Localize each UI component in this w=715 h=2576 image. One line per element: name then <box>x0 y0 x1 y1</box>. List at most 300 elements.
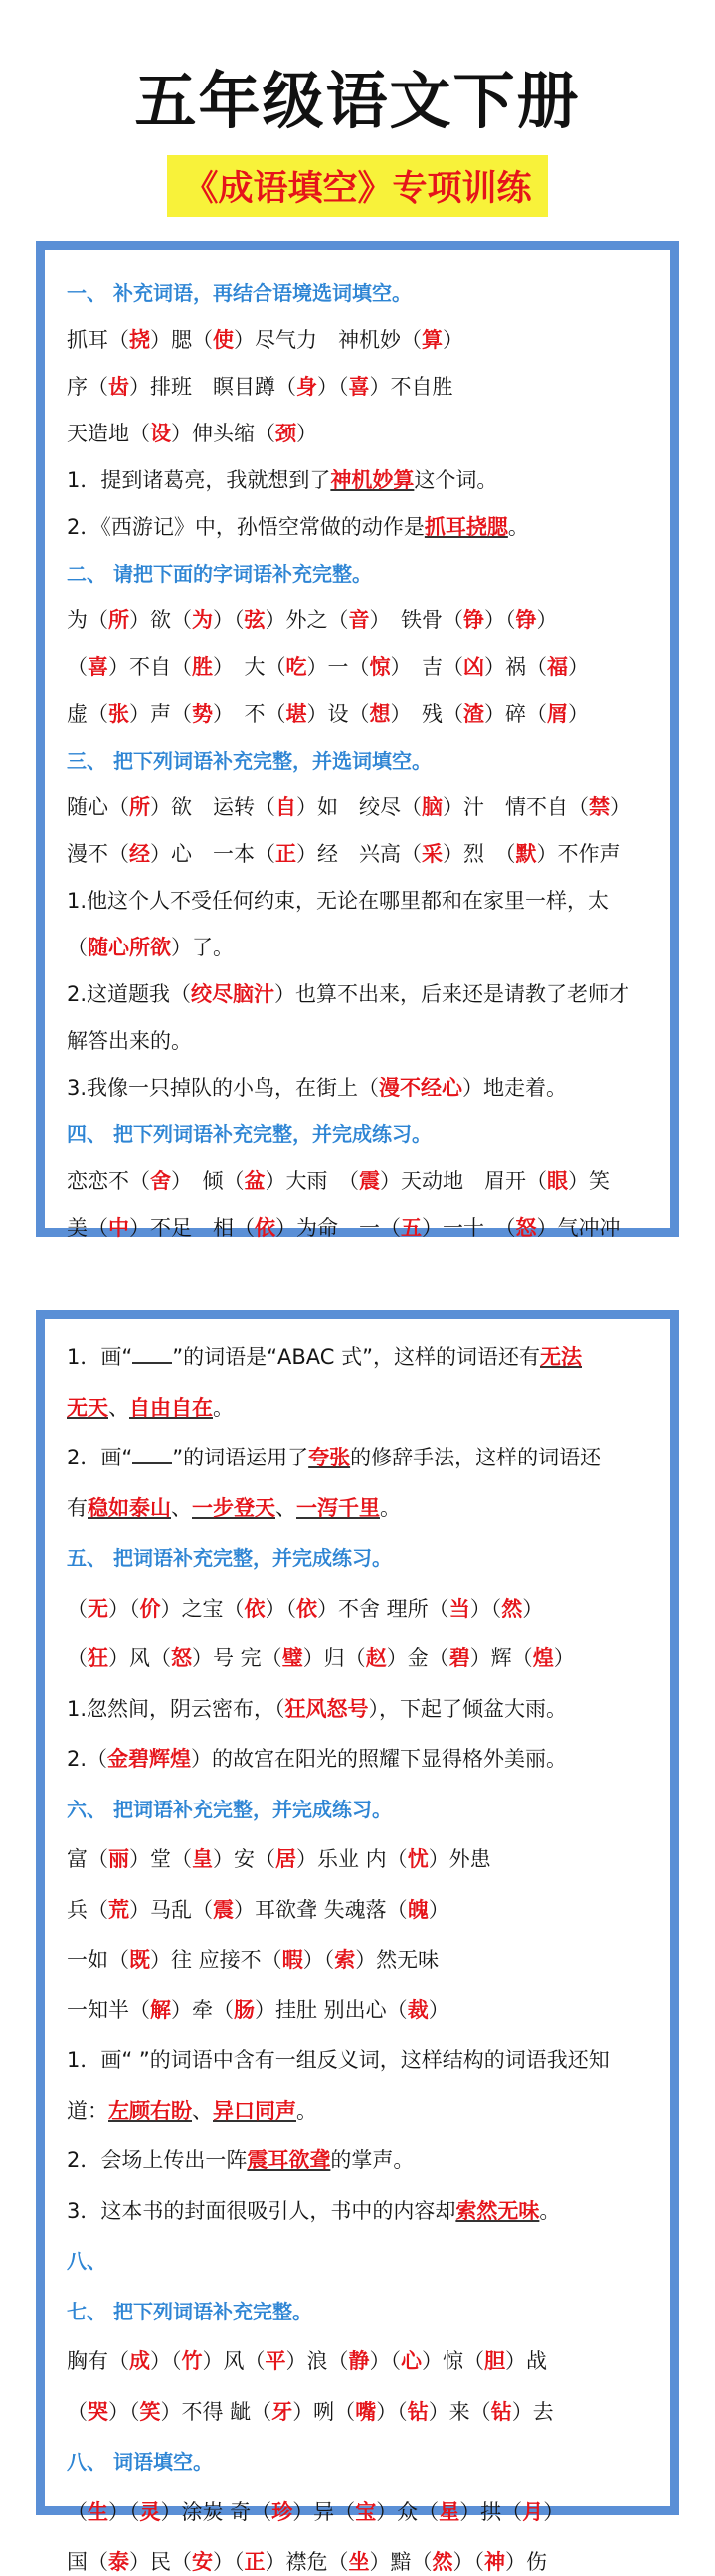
line-text: 1．画“ ”的词语中含有一组反义词，这样结构的词语我还知 <box>67 2048 610 2072</box>
line-text: ）安（ <box>213 1847 275 1871</box>
answer-text: 狂风怒号 <box>284 1696 369 1721</box>
answer-text: 宝 <box>355 2499 377 2524</box>
line-text: ）声（ <box>129 702 192 726</box>
answer-text: 中 <box>108 1216 129 1240</box>
line-text: ） <box>610 795 630 819</box>
line-text: 随心（ <box>67 795 129 819</box>
answer-text: 依 <box>255 1216 275 1240</box>
line-text: ）外患 <box>428 1847 491 1871</box>
exercise-line <box>67 2498 656 2526</box>
line-text: 3.我像一只掉队的小鸟，在街上（ <box>67 1076 380 1100</box>
line-text: 天造地（ <box>67 422 150 445</box>
exercise-line <box>67 2197 656 2225</box>
answer-text: 安 <box>192 2550 213 2574</box>
line-text: ）众（ <box>376 2499 440 2524</box>
exercise-line <box>67 2147 656 2174</box>
answer-text: 皇 <box>192 1847 213 1871</box>
line-text: ） 残（ <box>390 702 463 726</box>
line-text: ）一十 （ <box>422 1216 516 1240</box>
line-text: ）然无味 <box>355 1948 440 1972</box>
answer-text: 想 <box>369 702 391 726</box>
line-text: ）气冲冲 <box>536 1216 621 1240</box>
line-text: 。 <box>507 515 529 539</box>
line-text: 六、 把词语补充完整，并完成练习。 <box>67 1797 392 1821</box>
answer-text: 舍 <box>150 1169 171 1193</box>
line-text: 。 <box>213 1395 234 1420</box>
line-text: ）（ <box>265 1596 296 1621</box>
line-text: 八、 词语填空。 <box>67 2450 213 2474</box>
line-text: ）黯（ <box>369 2550 433 2574</box>
line-text: ） <box>428 1997 449 2022</box>
exercise-line <box>67 2097 656 2125</box>
answer-text: 笑 <box>139 2399 161 2424</box>
answer-text: 暇 <box>281 1948 303 1972</box>
exercise-line <box>67 1946 656 1974</box>
line-text: ）归（ <box>302 1646 366 1670</box>
exercise-line <box>67 2347 656 2375</box>
answer-text: 为 <box>192 608 213 632</box>
answer-text: 默 <box>515 842 537 866</box>
line-text: ）去 <box>511 2399 554 2424</box>
answer-text: 然 <box>501 1596 523 1621</box>
answer-text: 平 <box>265 2349 286 2373</box>
line-text: 2．会场上传出一阵 <box>67 2148 248 2172</box>
answer-text: 音 <box>348 608 370 632</box>
answer-underlined: 无天 <box>67 1395 108 1420</box>
line-text: ） <box>296 422 317 445</box>
line-text: ）为命 一（ <box>275 1216 401 1240</box>
page-subtitle: 《成语填空》专项训练 <box>167 155 547 217</box>
section-heading <box>67 1796 656 1823</box>
line-text: ）（ <box>376 2399 408 2424</box>
exercise-line <box>67 1167 656 1195</box>
line-text: ）（ <box>452 2550 484 2574</box>
line-text: ）风（ <box>202 2349 266 2373</box>
answer-text: 荒 <box>108 1897 129 1922</box>
answer-text: 依 <box>244 1596 266 1621</box>
line-text: ）尽气力 神机妙（ <box>234 328 422 352</box>
answer-text: 依 <box>296 1596 317 1621</box>
line-text: ）（ <box>369 2349 401 2373</box>
line-text: ）不自胜 <box>369 375 453 399</box>
line-text: ）（ <box>108 2499 140 2524</box>
exercise-line <box>67 1845 656 1873</box>
exercise-line <box>67 793 656 821</box>
line-text: ”的词语是“ABAC 式”，这样的词语还有 <box>172 1345 540 1369</box>
line-text: ）设（ <box>306 702 370 726</box>
answer-text: 赵 <box>365 1646 387 1670</box>
line-text: ）汁 情不自（ <box>443 795 589 819</box>
line-text: ） <box>553 1646 575 1670</box>
exercise-line <box>67 840 656 868</box>
line-text: 抓耳（ <box>67 328 129 352</box>
line-text: ）金（ <box>386 1646 449 1670</box>
exercise-line <box>67 420 656 447</box>
answer-text: 所 <box>129 795 150 819</box>
line-text: ）（ <box>108 2399 140 2424</box>
line-text: ）伸头缩（ <box>171 422 275 445</box>
section-heading <box>67 560 656 588</box>
answer-text: 魄 <box>407 1897 429 1922</box>
line-text: ）欲 运转（ <box>150 795 275 819</box>
answer-text: 张 <box>108 702 129 726</box>
answer-text: 脑 <box>422 795 443 819</box>
line-text: ）也算不出来，后来还是请教了老师才 <box>274 982 630 1006</box>
line-text: 三、 把下列词语补充完整，并选词填空。 <box>67 749 432 773</box>
answer-text: 裁 <box>407 1997 429 2022</box>
line-text: ） <box>568 702 589 726</box>
answer-text: 解 <box>150 1997 171 2022</box>
section-heading <box>67 2448 656 2476</box>
section-heading <box>67 1120 656 1148</box>
section-heading <box>67 747 656 774</box>
answer-text: 弦 <box>244 608 266 632</box>
answer-text: 金碧辉煌 <box>107 1747 192 1771</box>
exercise-line <box>67 934 656 961</box>
exercise-line <box>67 2548 656 2576</box>
line-text: ）拱（ <box>459 2499 523 2524</box>
line-text: ）风（ <box>108 1646 171 1670</box>
answer-text: 索 <box>334 1948 356 1972</box>
answer-underlined: 无法 <box>540 1345 582 1369</box>
answer-text: 钻 <box>490 2399 512 2424</box>
answer-underlined: 自由自在 <box>129 1395 213 1420</box>
line-text: ） <box>522 1596 544 1621</box>
line-text: ）乐业 内（ <box>296 1847 408 1871</box>
line-text: ）来（ <box>428 2399 491 2424</box>
answer-text: 珍 <box>271 2499 293 2524</box>
answer-text: 当 <box>448 1596 470 1621</box>
line-text: ）（ <box>108 1596 140 1621</box>
exercise-line <box>67 1595 656 1623</box>
line-text: ）往 应接不（ <box>150 1948 282 1972</box>
line-text: ）的故宫在阳光的照耀下显得格外美丽。 <box>191 1747 568 1771</box>
answer-text: 凶 <box>463 655 484 679</box>
exercise-line <box>67 1644 656 1672</box>
answer-text: 随心所欲 <box>88 936 171 959</box>
exercise-line <box>67 2046 656 2074</box>
line-text: ）之宝（ <box>160 1596 245 1621</box>
line-text: ）如 绞尽（ <box>296 795 422 819</box>
line-text: 道： <box>67 2098 108 2123</box>
answer-text: 所 <box>108 608 129 632</box>
answer-text: 齿 <box>108 375 129 399</box>
line-text: 二、 请把下面的字词语补充完整。 <box>67 562 372 586</box>
line-text: ）辉（ <box>469 1646 533 1670</box>
line-text: （ <box>67 2499 88 2524</box>
section-heading <box>67 2247 656 2275</box>
answer-text: 既 <box>129 1948 150 1972</box>
line-text: 七、 把下列词语补充完整。 <box>67 2299 312 2323</box>
exercise-line <box>67 1996 656 2024</box>
answer-text: 铮 <box>515 608 537 632</box>
answer-text: 胜 <box>192 655 213 679</box>
line-text: ）（ <box>213 2550 245 2574</box>
line-text: 国（ <box>67 2550 108 2574</box>
answer-text: 颈 <box>275 422 296 445</box>
line-text: 为（ <box>67 608 108 632</box>
line-text: ）笑 <box>568 1169 610 1193</box>
line-text: ）烈 （ <box>443 842 516 866</box>
line-text: ）天动地 眉开（ <box>380 1169 547 1193</box>
line-text: ）襟危（ <box>265 2550 349 2574</box>
answer-underlined: 抓耳挠腮 <box>424 515 508 539</box>
line-text: ）不作声 <box>536 842 621 866</box>
line-text: ）（ <box>213 608 245 632</box>
answer-text: 盆 <box>244 1169 266 1193</box>
line-text: （ <box>67 1646 88 1670</box>
line-text: ）一（ <box>306 655 370 679</box>
exercise-card-2 <box>36 1310 679 2574</box>
exercise-line <box>67 980 656 1008</box>
line-text: ）经 兴高（ <box>296 842 422 866</box>
answer-text: 璧 <box>281 1646 303 1670</box>
answer-text: 漫不经心 <box>379 1076 463 1100</box>
answer-text: 采 <box>422 842 443 866</box>
subtitle-wrap <box>0 155 715 217</box>
exercise-line <box>67 1394 656 1422</box>
answer-text: 设 <box>150 422 171 445</box>
line-text: ）大雨 （ <box>265 1169 359 1193</box>
answer-text: 势 <box>192 702 213 726</box>
line-text: （ <box>67 655 88 679</box>
line-text: 、 <box>171 1495 192 1520</box>
exercise-line <box>67 466 656 494</box>
answer-text: 五 <box>401 1216 422 1240</box>
answer-text: 成 <box>129 2349 150 2373</box>
answer-text: 使 <box>213 328 234 352</box>
exercise-line <box>67 653 656 681</box>
line-text: ）外之（ <box>265 608 349 632</box>
answer-underlined: 一步登天 <box>192 1495 275 1520</box>
line-text: 、 <box>192 2098 213 2123</box>
answer-text: 怒 <box>171 1646 192 1670</box>
answer-underlined: 左顾右盼 <box>108 2098 192 2123</box>
line-text: ”的词语运用了 <box>172 1446 309 1469</box>
answer-text: 福 <box>547 655 568 679</box>
page-title: 五年级语文下册 <box>134 65 581 137</box>
answer-text: 胆 <box>484 2349 505 2373</box>
exercise-line <box>67 1444 656 1471</box>
line-text: 的修辞手法，这样的词语还 <box>350 1446 602 1469</box>
line-text: ）民（ <box>129 2550 192 2574</box>
answer-text: 忧 <box>407 1847 429 1871</box>
line-text: ） <box>536 608 558 632</box>
answer-text: 丽 <box>108 1847 129 1871</box>
exercise-line <box>67 1896 656 1924</box>
line-text: ）咧（ <box>292 2399 356 2424</box>
line-text: ） 铁骨（ <box>369 608 463 632</box>
line-text: 虚（ <box>67 702 108 726</box>
answer-text: 狂 <box>88 1646 108 1670</box>
line-text: ）（ <box>317 375 349 399</box>
line-text: ）号 完（ <box>192 1646 282 1670</box>
line-text: ）堂（ <box>129 1847 192 1871</box>
line-text: ）涂炭 奇（ <box>160 2499 272 2524</box>
line-text: 五、 把词语补充完整，并完成练习。 <box>67 1546 392 1570</box>
answer-text: 经 <box>129 842 150 866</box>
line-text: ） <box>568 655 589 679</box>
line-text: ）排班 瞑目蹲（ <box>129 375 296 399</box>
answer-text: 神 <box>484 2550 505 2574</box>
line-text: ）浪（ <box>285 2349 349 2373</box>
line-text: ）挂肚 别出心（ <box>255 1997 408 2022</box>
line-text: ）异（ <box>292 2499 356 2524</box>
line-text: ）不自（ <box>108 655 192 679</box>
line-text: 有 <box>67 1495 88 1520</box>
line-text: ） <box>543 2499 565 2524</box>
line-text: （ <box>67 936 88 959</box>
line-text: 胸有（ <box>67 2349 129 2373</box>
exercise-line <box>67 2398 656 2426</box>
line-text: ） 吉（ <box>390 655 463 679</box>
line-text: ） <box>428 1897 449 1922</box>
line-text: （ <box>67 1596 88 1621</box>
line-text: ）祸（ <box>484 655 547 679</box>
line-text: ）（ <box>484 608 516 632</box>
line-text: 兵（ <box>67 1897 108 1922</box>
line-text: 。 <box>380 1495 401 1520</box>
answer-text: 无 <box>88 1596 108 1621</box>
answer-text: 吃 <box>285 655 307 679</box>
answer-text: 屑 <box>547 702 568 726</box>
answer-text: 堪 <box>285 702 307 726</box>
answer-text: 竹 <box>181 2349 203 2373</box>
line-text: （ <box>67 2399 88 2424</box>
answer-text: 惊 <box>369 655 391 679</box>
answer-text: 哭 <box>88 2399 108 2424</box>
answer-text: 正 <box>275 842 296 866</box>
line-text: 、 <box>108 1395 129 1420</box>
line-text: 。 <box>296 2098 317 2123</box>
answer-text: 然 <box>432 2550 453 2574</box>
line-text: 序（ <box>67 375 108 399</box>
line-text: ） 不（ <box>213 702 286 726</box>
underline-blank <box>132 1445 172 1464</box>
answer-underlined: 夸张 <box>308 1446 351 1469</box>
answer-text: 生 <box>88 2499 108 2524</box>
line-text: ）伤 <box>505 2550 547 2574</box>
answer-underlined: 神机妙算 <box>330 468 415 492</box>
line-text: ）腮（ <box>150 328 213 352</box>
answer-underlined: 异口同声 <box>213 2098 296 2123</box>
line-text: 美（ <box>67 1216 108 1240</box>
answer-text: 钻 <box>407 2399 429 2424</box>
line-text: 一、 补充词语，再结合语境选词填空。 <box>67 281 412 305</box>
line-text: ）（ <box>150 2349 182 2373</box>
line-text: 1．提到诸葛亮，我就想到了 <box>67 468 331 492</box>
answer-underlined: 稳如泰山 <box>88 1495 171 1520</box>
line-text: ） <box>443 328 463 352</box>
answer-text: 禁 <box>589 795 610 819</box>
line-text: 2.这道题我（ <box>67 982 192 1006</box>
line-text: 恋恋不（ <box>67 1169 150 1193</box>
answer-text: 震 <box>359 1169 380 1193</box>
line-text: ） 大（ <box>213 655 286 679</box>
answer-text: 眼 <box>547 1169 568 1193</box>
line-text: 。 <box>539 2198 561 2223</box>
answer-text: 月 <box>522 2499 544 2524</box>
answer-text: 星 <box>439 2499 460 2524</box>
line-text: 四、 把下列词语补充完整，并完成练习。 <box>67 1122 432 1146</box>
exercise-line <box>67 700 656 728</box>
answer-text: 煌 <box>532 1646 554 1670</box>
line-text: 一知半（ <box>67 1997 150 2022</box>
exercise-line <box>67 373 656 401</box>
line-text: ）不足 相（ <box>129 1216 255 1240</box>
exercise-line <box>67 887 656 915</box>
line-text: 漫不（ <box>67 842 129 866</box>
answer-underlined: 一泻千里 <box>296 1495 380 1520</box>
line-text: 3．这本书的封面很吸引人，书中的内容却 <box>67 2198 456 2223</box>
line-text: ）牵（ <box>171 1997 234 2022</box>
line-text: 这个词。 <box>414 468 498 492</box>
answer-text: 身 <box>296 375 317 399</box>
answer-text: 喜 <box>88 655 108 679</box>
line-text: ）惊（ <box>422 2349 484 2373</box>
exercise-line <box>67 606 656 634</box>
exercise-line <box>67 326 656 354</box>
line-text: 八、 <box>67 2249 106 2273</box>
line-text: ）耳欲聋 失魂落（ <box>234 1897 408 1922</box>
line-text: 解答出来的。 <box>67 1029 192 1053</box>
answer-text: 绞尽脑汁 <box>191 982 275 1006</box>
answer-underlined: 索然无味 <box>455 2198 540 2223</box>
underline-blank <box>132 1344 172 1364</box>
answer-text: 心 <box>401 2349 422 2373</box>
answer-text: 坐 <box>348 2550 370 2574</box>
line-text: 2．《西游记》中，孙悟空常做的动作是 <box>67 515 425 539</box>
exercise-line <box>67 1745 656 1773</box>
line-text: ）地走着。 <box>462 1076 568 1100</box>
answer-text: 铮 <box>463 608 484 632</box>
answer-text: 嘴 <box>355 2399 377 2424</box>
line-text: ）心 一本（ <box>150 842 275 866</box>
line-text: 2.（ <box>67 1747 108 1771</box>
answer-text: 震 <box>213 1897 234 1922</box>
answer-text: 怒 <box>515 1216 537 1240</box>
line-text: ）马乱（ <box>129 1897 213 1922</box>
answer-text: 灵 <box>139 2499 161 2524</box>
line-text: ）欲（ <box>129 608 192 632</box>
line-text: ）不舍 理所（ <box>317 1596 449 1621</box>
answer-text: 居 <box>275 1847 296 1871</box>
line-text: 1.他这个人不受任何约束，无论在哪里都和在家里一样，太 <box>67 889 610 913</box>
line-text: ） 倾（ <box>171 1169 245 1193</box>
line-text: ）碎（ <box>484 702 547 726</box>
section-heading <box>67 279 656 307</box>
line-text: 一如（ <box>67 1948 129 1972</box>
line-text: 、 <box>275 1495 296 1520</box>
section-heading <box>67 2298 656 2325</box>
answer-text: 价 <box>139 1596 161 1621</box>
answer-text: 渣 <box>463 702 484 726</box>
exercise-line <box>67 1494 656 1522</box>
answer-text: 静 <box>348 2349 370 2373</box>
answer-text: 正 <box>244 2550 266 2574</box>
answer-text: 碧 <box>448 1646 470 1670</box>
answer-text: 挠 <box>129 328 150 352</box>
line-text: 2．画“ <box>67 1446 133 1469</box>
exercise-line <box>67 1343 656 1371</box>
exercise-line <box>67 513 656 541</box>
line-text: 富（ <box>67 1847 108 1871</box>
line-text: 1.忽然间，阴云密布，（ <box>67 1696 285 1721</box>
line-text: ）了。 <box>171 936 234 959</box>
exercise-card-1 <box>36 241 679 1240</box>
line-text: 的掌声。 <box>330 2148 415 2172</box>
line-text: 1．画“ <box>67 1345 133 1369</box>
